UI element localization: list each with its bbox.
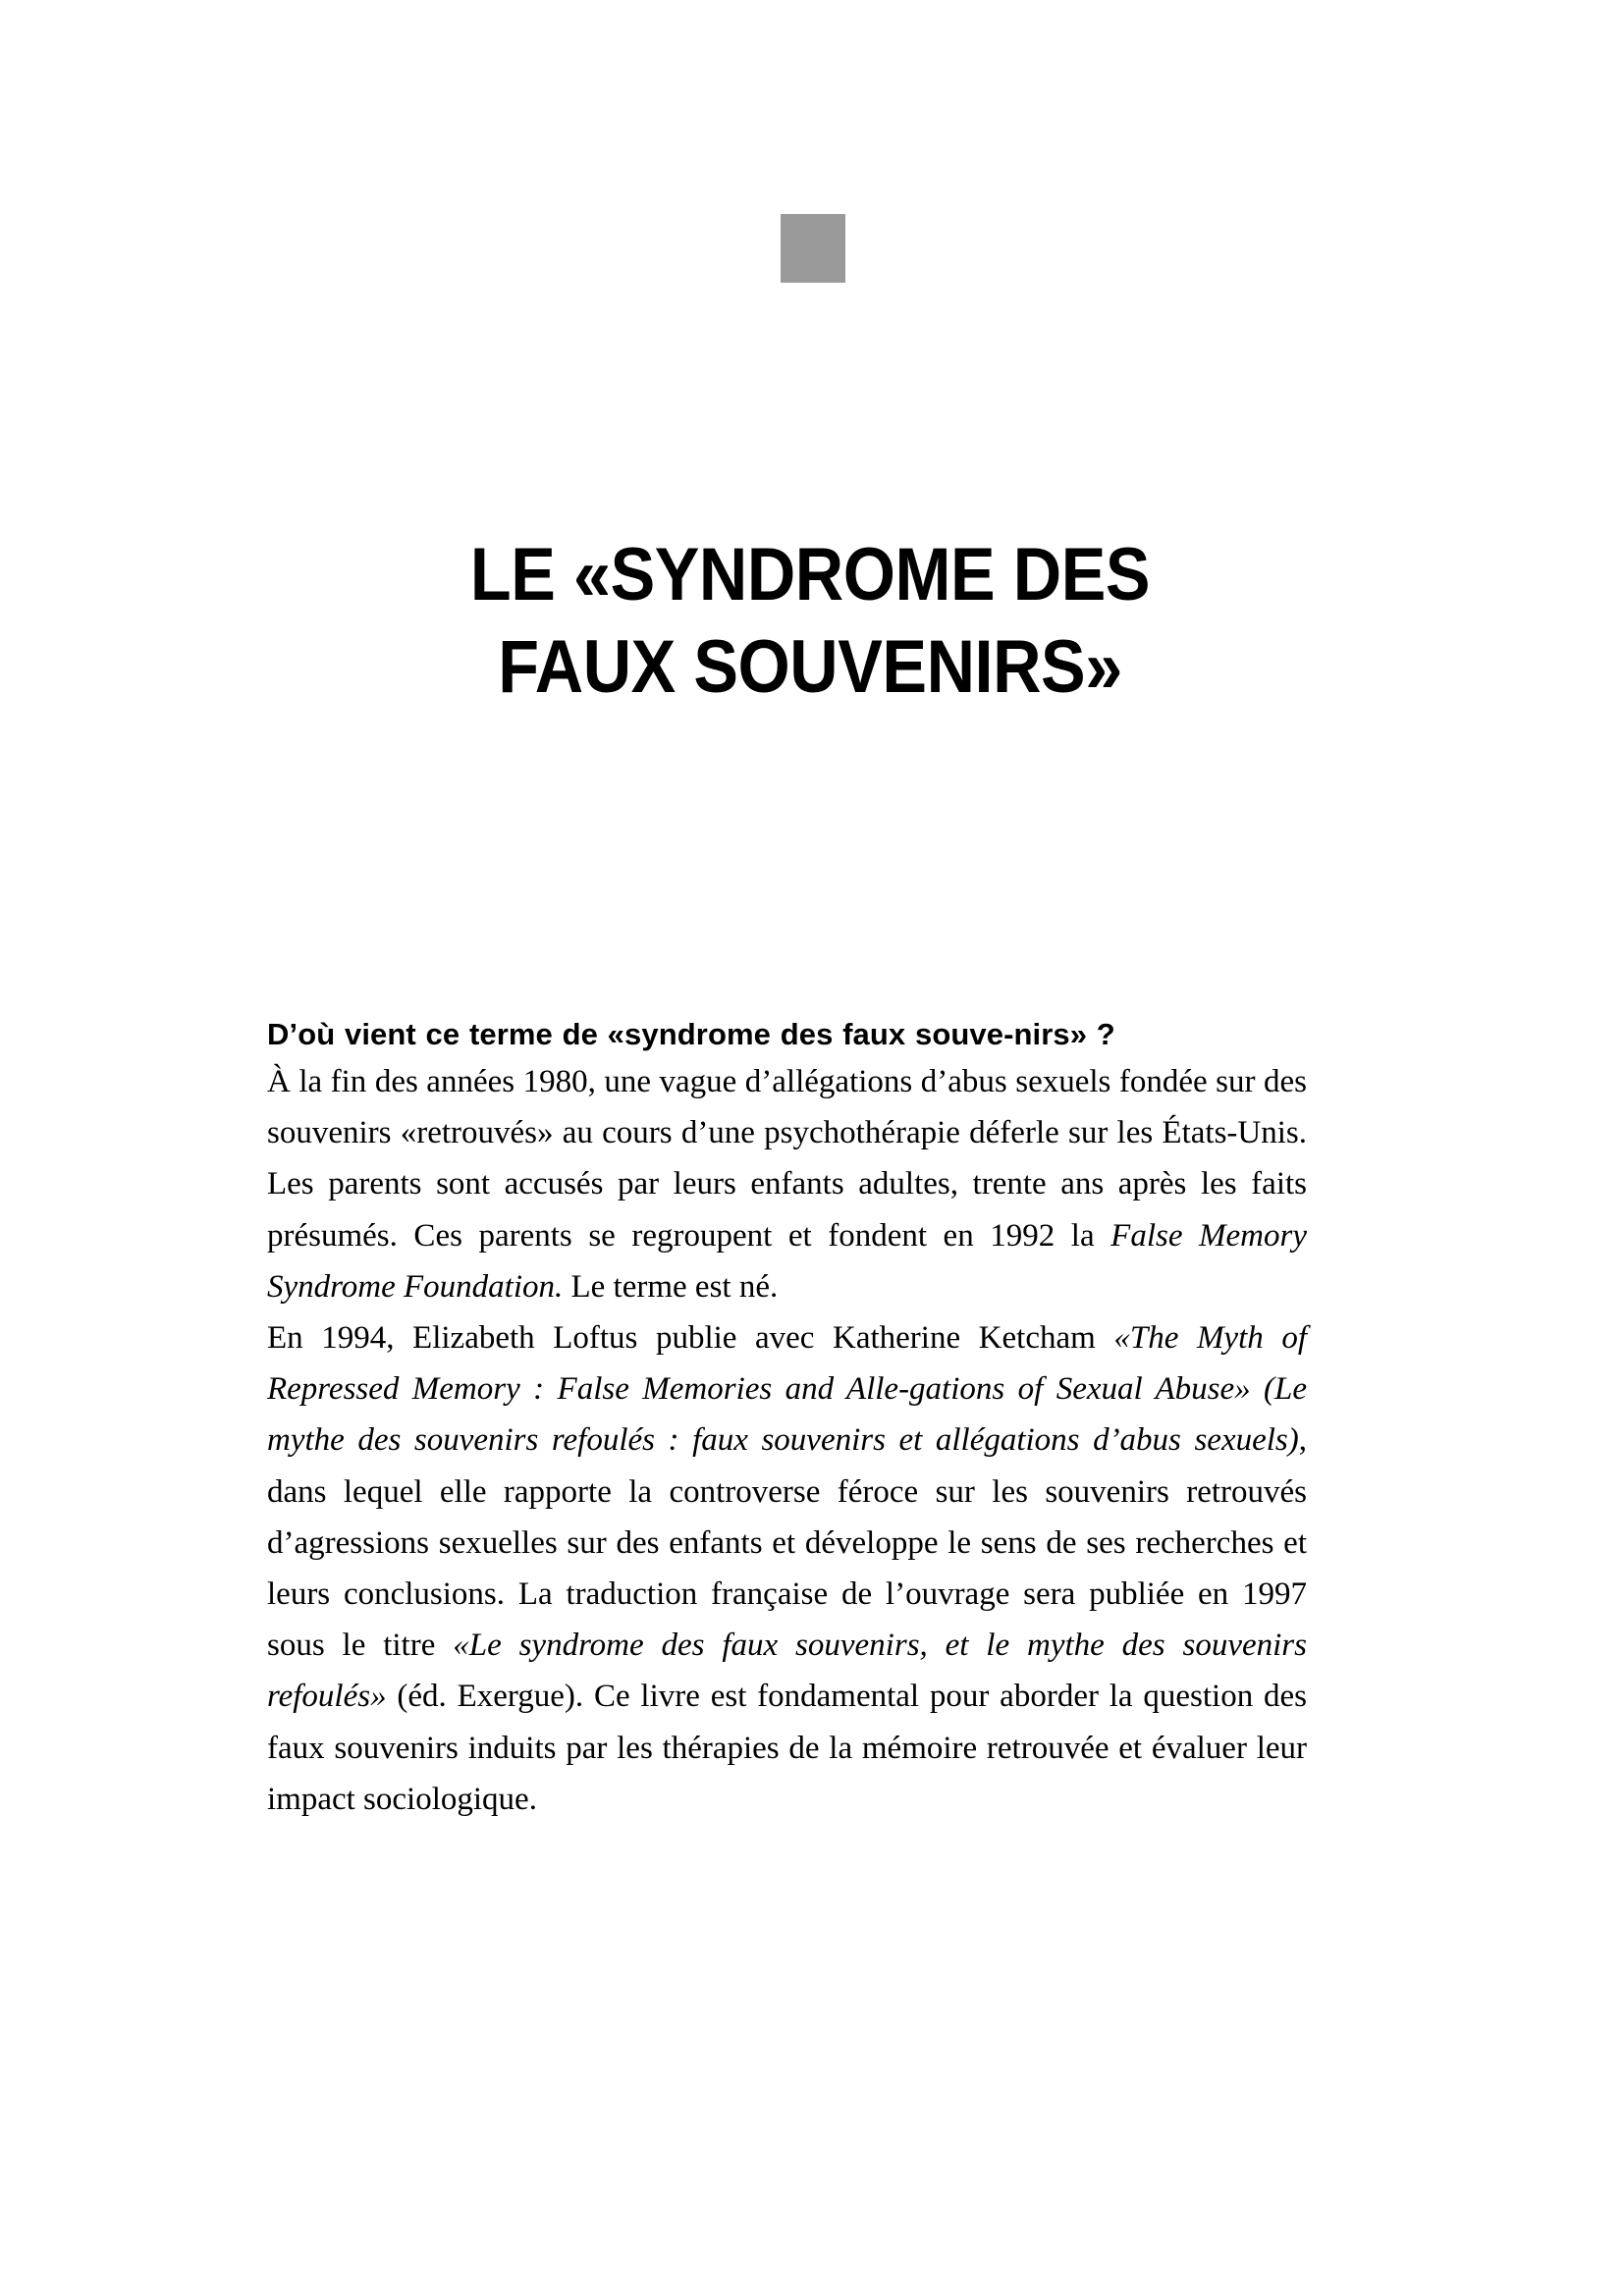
page-title — [320, 529, 1301, 714]
paragraph-1-italic-title: False Memory Syndrome Foundation. — [267, 1217, 1307, 1305]
paragraph-2-italic-title-fr: «Le syndrome des faux souvenirs, et le mythe des souvenirs refoulés» — [267, 1628, 1307, 1715]
chapter-title-line-1: LE «SYNDROME DES — [469, 532, 1151, 616]
paragraph-1-text-b: Le terme est né. — [563, 1268, 779, 1305]
chapter-title-line-2: FAUX SOUVENIRS» — [498, 624, 1122, 709]
paragraph-2-text-c: (éd. Exergue). Ce livre est fondamental pour aborder la question des faux souvenirs induits par les thérapies de la mémoire retrouvée et évaluer leur impact sociologique. — [267, 1679, 1307, 1817]
paragraph-2-text-b: , dans lequel elle rapporte la controverse féroce sur les souvenirs retrouvés d’agressions sexuelles sur des enfants et développe le sens de ses recherches et leurs conclusions. La traduction française de l’ouvrage sera publiée en 1997 sous le titre — [267, 1422, 1307, 1664]
paragraph-2-italic-title-en: «The Myth of Repressed Memory : False Memories and Alle-gations of Sexual Abuse» (Le mythe des souvenirs refoulés : faux souvenirs et allégations d’abus sexuels) — [267, 1320, 1307, 1459]
paragraph-2 — [267, 1312, 1307, 1825]
paragraph-1-text-a: À la fin des années 1980, une vague d’allégations d’abus sexuels fondée sur des souvenirs «retrouvés» au cours d’une psychothérapie déferle sur les États-Unis. Les parents sont accusés par leurs enfants adultes, trente ans après les faits présumés. Ces parents se regroupent et fondent en 1992 la — [267, 1064, 1307, 1254]
section-question-heading: D’où vient ce terme de «syndrome des faux souve-nirs» ? — [267, 1017, 1115, 1051]
body-text-column — [267, 1013, 1307, 1825]
chapter-decoration-square — [781, 214, 845, 283]
paragraph-2-text-a: En 1994, Elizabeth Loftus publie avec Katherine Ketcham — [267, 1320, 1114, 1357]
paragraph-1 — [267, 1056, 1307, 1312]
